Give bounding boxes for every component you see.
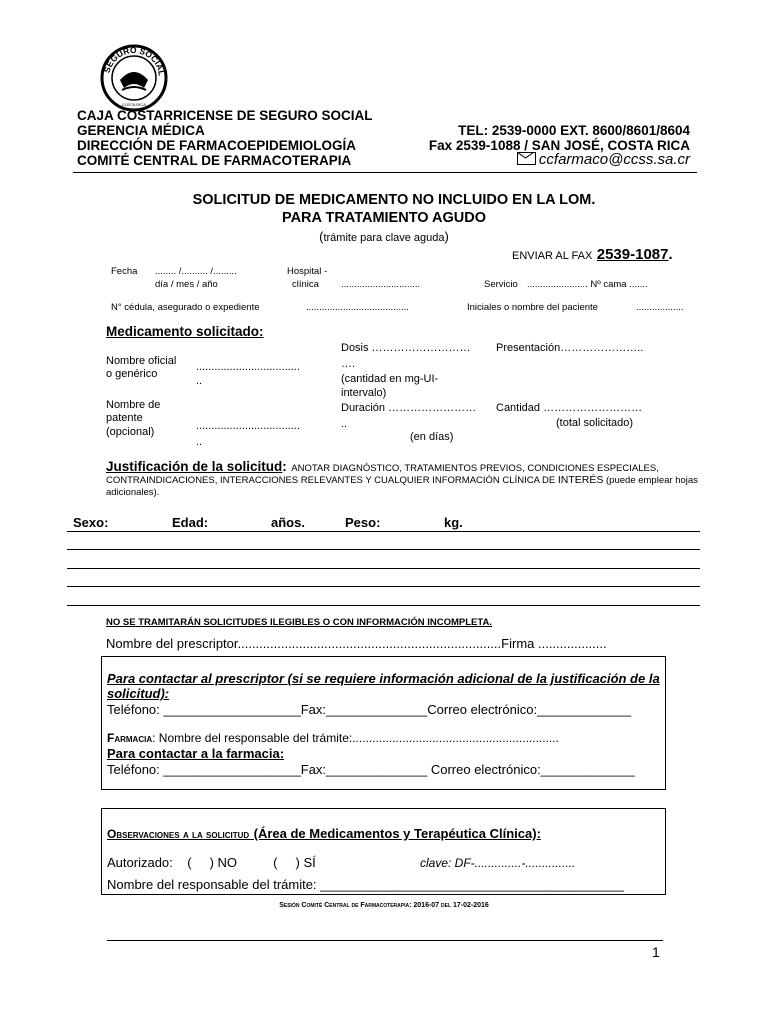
title-line-2: PARA TRATAMIENTO AGUDO bbox=[281, 210, 487, 226]
justificacion-line-b[interactable] bbox=[67, 549, 700, 550]
prescriptor-line[interactable]: Nombre del prescriptor.........................................................................Firma ................... bbox=[106, 636, 607, 651]
footer-session: Sesión Comité Central de Farmacoterapia: 2016-07 del 17-02-2016 bbox=[279, 902, 489, 909]
fax-send-row bbox=[512, 246, 673, 264]
nombre-patente-label-1: Nombre de bbox=[106, 399, 161, 411]
cedula-label: N° cédula, asegurado o expediente bbox=[111, 302, 260, 313]
farmacia-label: Farmacia bbox=[107, 731, 153, 745]
dosis-field-cont: …. bbox=[341, 358, 356, 370]
justificacion-line-c[interactable] bbox=[67, 568, 700, 569]
fecha-field[interactable]: ........ /.......... /......... bbox=[155, 266, 237, 277]
nombre-patente-field[interactable]: .................................. bbox=[196, 420, 300, 432]
cantidad-note: (total solicitado) bbox=[556, 417, 634, 429]
justificacion-colon: : bbox=[282, 459, 287, 474]
contact-phone-row[interactable]: Teléfono: ___________________Fax:______________Correo electrónico:_____________ bbox=[107, 702, 632, 717]
nombre-patente-field-cont: .. bbox=[196, 436, 203, 448]
header-email-row bbox=[517, 151, 690, 168]
clave-field[interactable]: clave: DF-..............-............... bbox=[420, 856, 576, 870]
justificacion-text-2a: CONTRAINDICACIONES, INTERACCIONES RELEVANTES Y CUALQUIER INFORMACIÓN CLÍNICA DE bbox=[106, 475, 556, 486]
presentacion-field[interactable]: Presentación………………….. bbox=[496, 342, 644, 354]
cedula-field[interactable]: ....................................... bbox=[306, 302, 409, 313]
justificacion-line-e[interactable] bbox=[67, 605, 700, 606]
nombre-oficial-field-cont: .. bbox=[196, 375, 203, 387]
duracion-note: (en días) bbox=[410, 431, 454, 443]
fax-send-dot: . bbox=[668, 246, 673, 263]
subtitle-open: ( bbox=[319, 229, 324, 244]
iniciales-label: Iniciales o nombre del paciente bbox=[467, 302, 598, 313]
dosis-note-2: intervalo) bbox=[341, 387, 387, 399]
edad-label: Edad: bbox=[172, 515, 209, 530]
subtitle-text: trámite para clave aguda bbox=[323, 232, 445, 244]
justificacion-line-a[interactable] bbox=[67, 531, 700, 532]
notice-text: NO SE TRAMITARÁN SOLICITUDES ILEGIBLES O CON INFORMACIÓN INCOMPLETA. bbox=[106, 617, 492, 628]
nombre-patente-label-3: (opcional) bbox=[106, 426, 155, 438]
org-line-2: GERENCIA MÉDICA bbox=[77, 123, 205, 138]
justificacion-heading: Justificación de la solicitud bbox=[106, 459, 283, 474]
cantidad-field[interactable]: Cantidad ……………………… bbox=[496, 402, 643, 414]
fecha-label: Fecha bbox=[111, 266, 138, 277]
farmacia-heading: Para contactar a la farmacia: bbox=[107, 746, 285, 761]
org-line-1: CAJA COSTARRICENSE DE SEGURO SOCIAL bbox=[77, 108, 373, 123]
justificacion-line-d[interactable] bbox=[67, 586, 700, 587]
title-line-1: SOLICITUD DE MEDICAMENTO NO INCLUIDO EN LA LOM. bbox=[192, 192, 596, 208]
autorizado-row[interactable]: Autorizado: ( ) NO ( ) SÍ bbox=[107, 855, 316, 870]
nombre-patente-label-2: patente bbox=[106, 412, 143, 424]
observaciones-heading-rest: (Área de Medicamentos y Terapéutica Clínica): bbox=[253, 826, 541, 841]
svg-text:SEGURO SOCIAL bbox=[102, 45, 167, 77]
contact-heading-2: solicitud): bbox=[107, 686, 170, 701]
farmacia-text[interactable]: : Nombre del responsable del trámite:.............................................................. bbox=[152, 731, 559, 745]
responsable-field[interactable]: Nombre del responsable del trámite: __________________________________________ bbox=[107, 877, 624, 892]
medicamento-heading: Medicamento solicitado: bbox=[106, 324, 264, 339]
page-number: 1 bbox=[652, 944, 660, 960]
sexo-label: Sexo: bbox=[73, 515, 109, 530]
justificacion-line-2 bbox=[106, 474, 698, 486]
contact-heading-1: Para contactar al prescriptor (si se requiere información adicional de la justificación de la bbox=[107, 671, 660, 686]
hospital-field[interactable]: .............................. bbox=[341, 279, 421, 290]
hospital-label-2: clínica bbox=[292, 279, 319, 290]
dosis-field[interactable]: Dosis ……………………… bbox=[341, 342, 471, 354]
logo-text-top: SEGURO SOCIAL bbox=[101, 44, 167, 77]
nombre-oficial-field[interactable]: .................................. bbox=[196, 361, 300, 373]
justificacion-text-3: adicionales). bbox=[106, 487, 160, 498]
footer-divider bbox=[107, 940, 663, 941]
observaciones-heading-sc: Observaciones a la solicitud bbox=[107, 827, 250, 841]
observaciones-heading bbox=[107, 825, 541, 843]
hospital-label-1: Hospital - bbox=[287, 266, 328, 277]
duracion-field[interactable]: Duración …………………… bbox=[341, 402, 477, 414]
justificacion-text-2b: INTERÉS bbox=[557, 474, 604, 486]
duracion-field-cont: .. bbox=[341, 418, 348, 430]
kg-label: kg. bbox=[444, 515, 463, 530]
justificacion-text-2c: (puede emplear hojas bbox=[606, 475, 698, 486]
envelope-icon bbox=[517, 152, 536, 165]
header-fax: Fax 2539-1088 / SAN JOSÉ, COSTA RICA bbox=[428, 138, 690, 153]
fecha-sublabel: día / mes / año bbox=[155, 279, 218, 290]
peso-label: Peso: bbox=[345, 515, 381, 530]
org-line-4: COMITÉ CENTRAL DE FARMACOTERAPIA bbox=[77, 153, 352, 168]
fax-send-label: ENVIAR AL FAX bbox=[512, 250, 593, 262]
farmacia-row bbox=[107, 731, 559, 745]
subtitle-close: ) bbox=[444, 229, 449, 244]
iniciales-field[interactable]: .................. bbox=[636, 302, 684, 313]
justificacion-text-1: ANOTAR DIAGNÓSTICO, TRATAMIENTOS PREVIOS, CONDICIONES ESPECIALES, bbox=[291, 463, 659, 474]
farmacia-phone-row[interactable]: Teléfono: ___________________Fax:______________ Correo electrónico:_____________ bbox=[107, 762, 635, 777]
ccss-logo bbox=[100, 44, 168, 112]
logo-text-bottom: COSTA RICA bbox=[122, 102, 146, 107]
servicio-label: Servicio bbox=[484, 279, 518, 290]
header-divider bbox=[73, 172, 697, 173]
nombre-oficial-label-1: Nombre oficial bbox=[106, 355, 177, 367]
header-email[interactable]: ccfarmaco@ccss.sa.cr bbox=[538, 151, 690, 168]
anos-label: años. bbox=[271, 515, 305, 530]
header-tel: TEL: 2539-0000 EXT. 8600/8601/8604 bbox=[458, 123, 690, 138]
org-line-3: DIRECCIÓN DE FARMACOEPIDEMIOLOGÍA bbox=[77, 138, 357, 153]
fax-send-number: 2539-1087 bbox=[596, 246, 669, 263]
dosis-note-1: (cantidad en mg-UI- bbox=[341, 373, 439, 385]
servicio-field[interactable]: ....................... Nº cama ....... bbox=[527, 279, 648, 290]
nombre-oficial-label-2: o genérico bbox=[106, 368, 158, 380]
title-subtitle bbox=[0, 229, 768, 244]
